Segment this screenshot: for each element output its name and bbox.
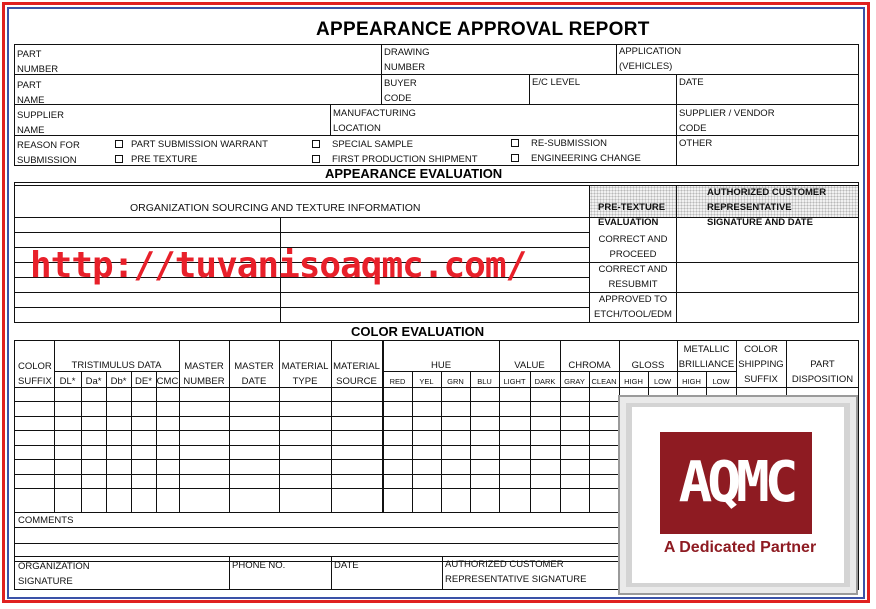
hue-col-blu: BLU	[477, 377, 492, 386]
supplier-name-label: SUPPLIER NAME	[17, 110, 64, 136]
date-label: DATE	[679, 77, 704, 88]
application-label: APPLICATION (VEHICLES)	[619, 46, 682, 72]
pre-texture-checkbox[interactable]	[115, 155, 123, 163]
master-date-label: MASTER DATE	[234, 361, 274, 387]
re-submission-checkbox[interactable]	[511, 139, 519, 147]
tri-col-de: DE*	[135, 376, 152, 387]
authorized-rep-signature-label: AUTHORIZED CUSTOMER REPRESENTATIVE SIGNATURE	[445, 559, 587, 585]
metallic-col-high: HIGH	[682, 377, 701, 386]
drawing-number-label: DRAWING NUMBER	[384, 47, 430, 73]
special-sample-label: SPECIAL SAMPLE	[332, 139, 413, 150]
hue-col-red: RED	[389, 377, 406, 386]
metallic-col-low: LOW	[712, 377, 730, 386]
value-label: VALUE	[514, 360, 545, 371]
logo-mark	[660, 432, 812, 534]
first-production-shipment-label: FIRST PRODUCTION SHIPMENT	[332, 154, 478, 165]
tristimulus-label: TRISTIMULUS DATA	[71, 360, 162, 371]
approved-to-etch-label: APPROVED TO ETCH/TOOL/EDM	[594, 294, 672, 320]
correct-and-proceed-label: CORRECT AND PROCEED	[598, 234, 668, 260]
part-number-label: PART NUMBER	[17, 49, 59, 75]
logo-tagline: A Dedicated Partner	[663, 539, 817, 556]
hue-label: HUE	[430, 360, 452, 371]
special-sample-checkbox[interactable]	[312, 140, 320, 148]
tri-col-dl: DL*	[59, 376, 76, 387]
chroma-col-clean: CLEAN	[591, 377, 617, 386]
hue-col-grn: GRN	[447, 377, 464, 386]
pre-texture-label: PRE TEXTURE	[131, 154, 198, 165]
color-evaluation-title: COLOR EVALUATION	[351, 324, 485, 339]
gloss-col-high: HIGH	[624, 377, 643, 386]
aqmc-logo	[618, 395, 858, 595]
buyer-code-label: BUYER CODE	[384, 78, 417, 104]
footer-date-label: DATE	[334, 560, 359, 571]
manufacturing-location-label: MANUFACTURING LOCATION	[333, 108, 416, 134]
supplier-vendor-code-label: SUPPLIER / VENDOR CODE	[679, 108, 775, 134]
master-number-label: MASTER NUMBER	[183, 361, 225, 387]
other-label: OTHER	[679, 138, 713, 149]
organization-signature-label: ORGANIZATION SIGNATURE	[18, 561, 90, 587]
report-title: APPEARANCE APPROVAL REPORT	[316, 19, 650, 40]
value-col-dark: DARK	[534, 377, 556, 386]
reason-for-submission-label: REASON FOR SUBMISSION	[17, 140, 80, 166]
watermark-url: http://tuvanisoaqmc.com/	[30, 245, 527, 286]
first-production-shipment-checkbox[interactable]	[312, 155, 320, 163]
appearance-evaluation-title: APPEARANCE EVALUATION	[325, 166, 503, 181]
part-submission-warrant-label: PART SUBMISSION WARRANT	[131, 139, 268, 150]
engineering-change-label: ENGINEERING CHANGE	[531, 153, 641, 164]
phone-label: PHONE NO.	[232, 560, 286, 571]
color-shipping-suffix-label: COLOR SHIPPING SUFFIX	[738, 344, 784, 385]
color-suffix-label: COLOR SUFFIX	[18, 361, 52, 387]
tri-col-cmc: CMC	[156, 376, 179, 387]
comments-label: COMMENTS	[18, 515, 74, 526]
tri-col-db: Db*	[110, 376, 127, 387]
authorized-signature-date-label: AUTHORIZED CUSTOMER REPRESENTATIVE SIGNATURE AND DATE	[707, 187, 827, 228]
tri-col-da: Da*	[85, 376, 102, 387]
chroma-label: CHROMA	[568, 360, 611, 371]
ec-level-label: E/C LEVEL	[532, 77, 581, 88]
part-disposition-label: PART DISPOSITION	[791, 359, 854, 385]
part-name-label: PART NAME	[17, 80, 45, 106]
re-submission-label: RE-SUBMISSION	[531, 138, 608, 149]
engineering-change-checkbox[interactable]	[511, 154, 519, 162]
material-source-label: MATERIAL SOURCE	[333, 361, 380, 387]
metallic-brilliance-label: METALLIC BRILLIANCE	[678, 344, 735, 370]
gloss-col-low: LOW	[653, 377, 672, 386]
material-type-label: MATERIAL TYPE	[281, 361, 329, 387]
gloss-label: GLOSS	[631, 360, 665, 371]
part-submission-warrant-checkbox[interactable]	[115, 140, 123, 148]
value-col-light: LIGHT	[503, 377, 526, 386]
org-sourcing-label: ORGANIZATION SOURCING AND TEXTURE INFORMATION	[130, 202, 421, 214]
hue-col-yel: YEL	[419, 377, 434, 386]
logo-text: AQMC	[678, 450, 794, 515]
correct-and-resubmit-label: CORRECT AND RESUBMIT	[598, 264, 668, 290]
chroma-col-gray: GRAY	[564, 377, 585, 386]
pre-texture-evaluation-label: PRE-TEXTURE EVALUATION	[598, 202, 666, 228]
